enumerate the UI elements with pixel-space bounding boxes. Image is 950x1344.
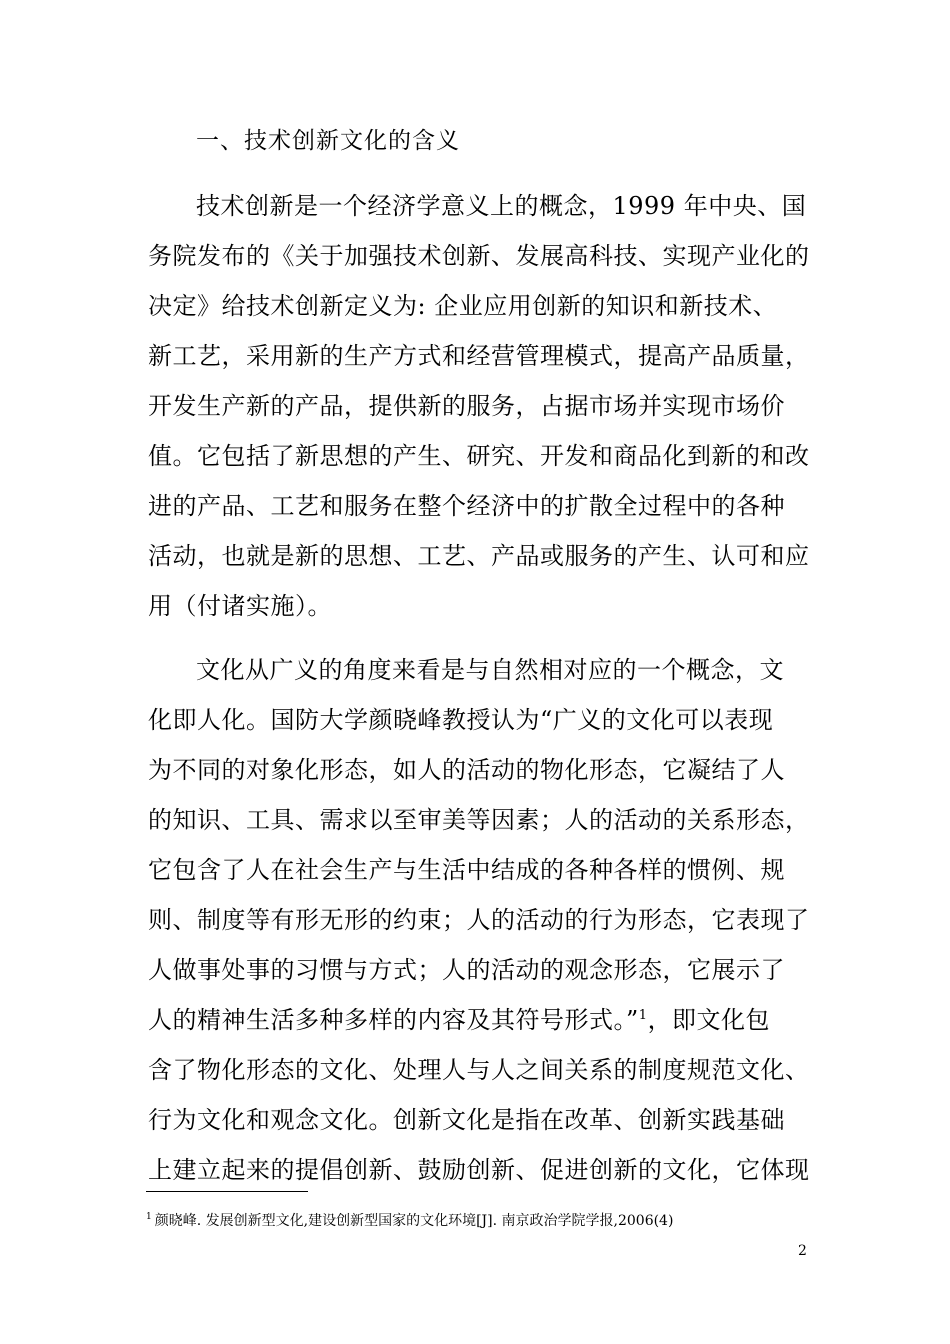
section-heading: 一、技术创新文化的含义 bbox=[196, 128, 460, 154]
paragraph-line-with-footnote-ref bbox=[148, 1000, 770, 1035]
paragraph-line: 为不同的对象化形态，如人的活动的物化形态，它凝结了人 bbox=[148, 756, 785, 784]
paragraph-line: 值。它包括了新思想的产生、研究、开发和商品化到新的和改 bbox=[148, 442, 810, 470]
paragraph-line: 人做事处事的习惯与方式；人的活动的观念形态，它展示了 bbox=[148, 956, 785, 984]
paragraph-line: 化即人化。国防大学颜晓峰教授认为“广义的文化可以表现 bbox=[148, 706, 774, 734]
page-number: 2 bbox=[798, 1243, 807, 1259]
paragraph-line: 决定》给技术创新定义为: 企业应用创新的知识和新技术、 bbox=[148, 292, 778, 320]
paragraph-line: 务院发布的《关于加强技术创新、发展高科技、实现产业化的 bbox=[148, 242, 810, 270]
paragraph-line: 的知识、工具、需求以至审美等因素；人的活动的关系形态， bbox=[148, 806, 810, 834]
paragraph-line: 行为文化和观念文化。创新文化是指在改革、创新实践基础 bbox=[148, 1106, 785, 1134]
paragraph-line: 技术创新是一个经济学意义上的概念，1999 年中央、国 bbox=[196, 192, 807, 220]
footnote-text: 颜晓峰. 发展创新型文化,建设创新型国家的文化环境[J]. 南京政治学院学报,2006(4) bbox=[154, 1213, 674, 1229]
paragraph-line: 活动，也就是新的思想、工艺、产品或服务的产生、认可和应 bbox=[148, 542, 810, 570]
line-text: ，即文化包 bbox=[647, 1006, 771, 1034]
footnote-reference[interactable]: 1 bbox=[638, 1008, 648, 1023]
paragraph-line: 文化从广义的角度来看是与自然相对应的一个概念，文 bbox=[196, 656, 784, 684]
paragraph-line: 上建立起来的提倡创新、鼓励创新、促进创新的文化，它体现 bbox=[148, 1156, 810, 1184]
footnote-separator bbox=[146, 1191, 308, 1192]
paragraph-line: 则、制度等有形无形的约束；人的活动的行为形态，它表现了 bbox=[148, 906, 810, 934]
paragraph-line: 新工艺，采用新的生产方式和经营管理模式，提高产品质量， bbox=[148, 342, 810, 370]
footnote-mark: 1 bbox=[146, 1212, 152, 1223]
paragraph-line: 它包含了人在社会生产与生活中结成的各种各样的惯例、规 bbox=[148, 856, 785, 884]
line-text: 人的精神生活多种多样的内容及其符号形式。” bbox=[148, 1006, 639, 1034]
paragraph-line: 开发生产新的产品，提供新的服务，占据市场并实现市场价 bbox=[148, 392, 785, 420]
paragraph-line: 进的产品、工艺和服务在整个经济中的扩散全过程中的各种 bbox=[148, 492, 785, 520]
footnote bbox=[146, 1210, 673, 1230]
paragraph-line: 用（付诸实施）。 bbox=[148, 592, 332, 620]
paragraph-line: 含了物化形态的文化、处理人与人之间关系的制度规范文化、 bbox=[148, 1056, 810, 1084]
